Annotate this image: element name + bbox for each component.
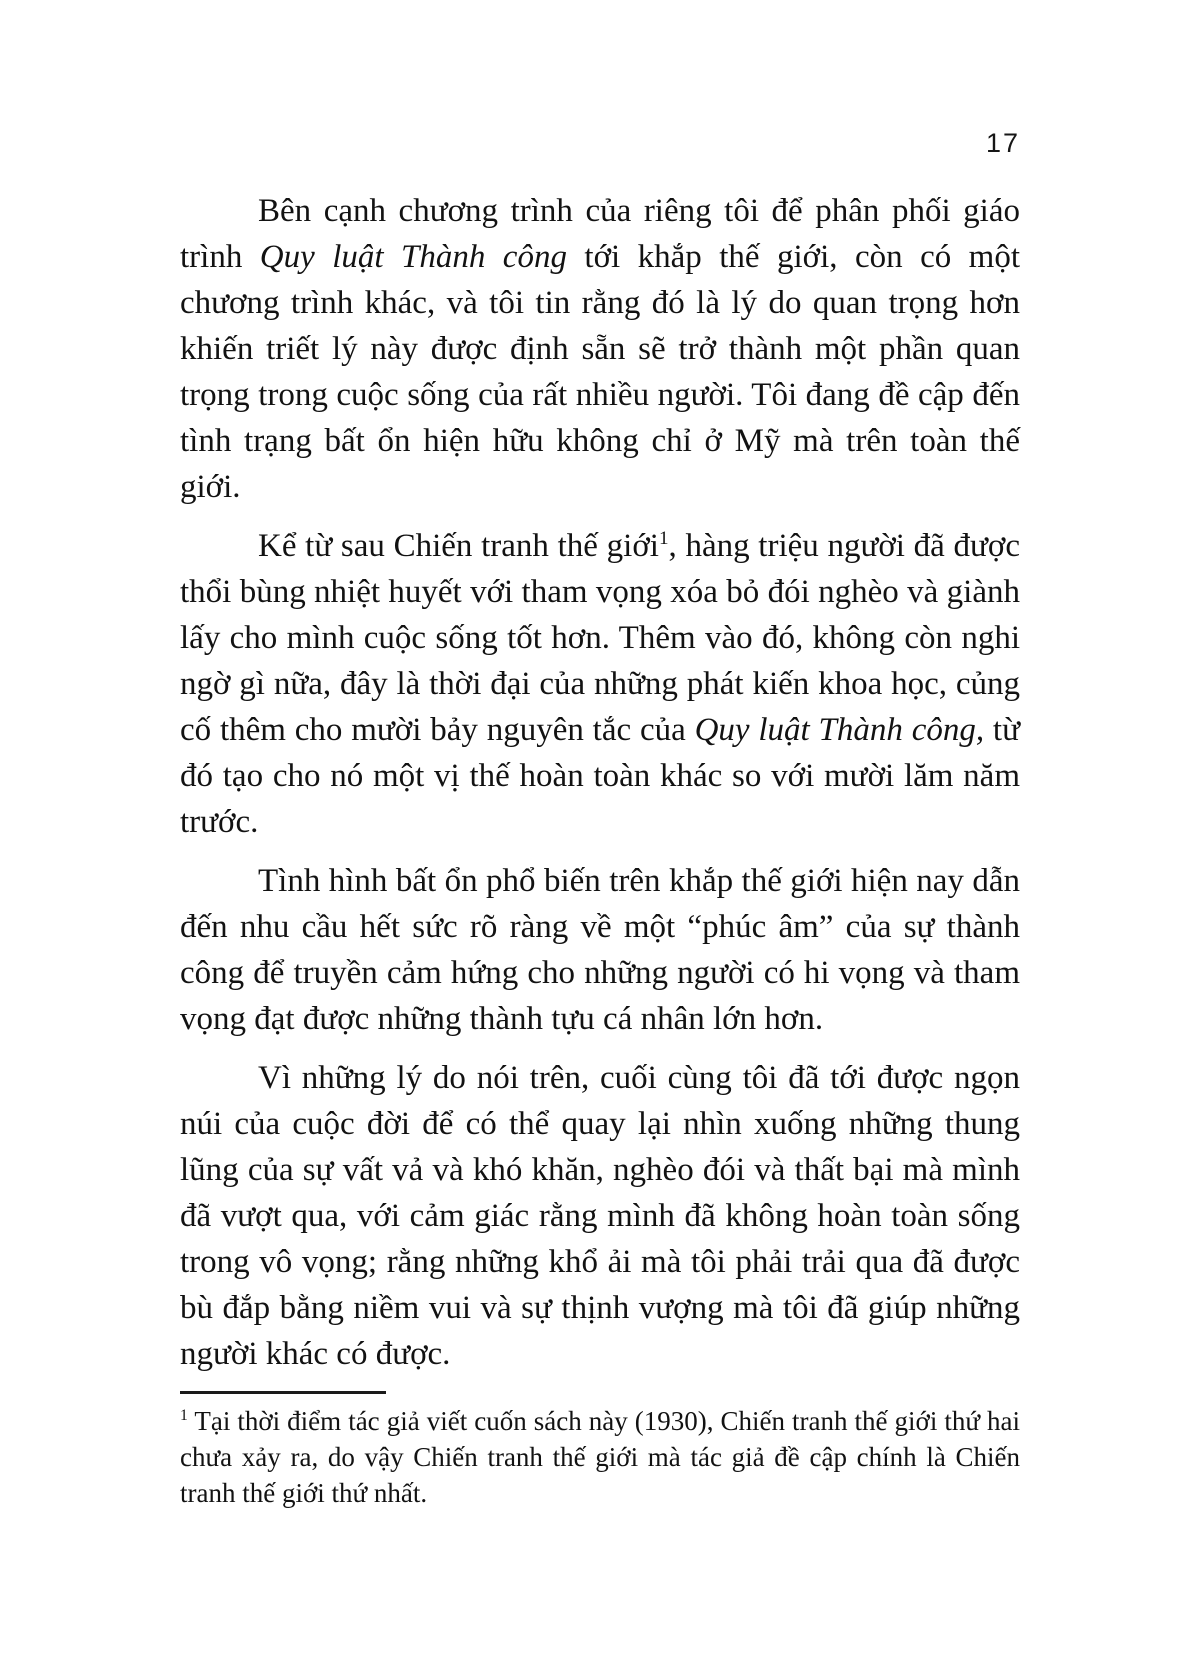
- footnote-rule: [180, 1391, 386, 1394]
- paragraph-1: [180, 188, 1020, 510]
- book-title-italic: Quy luật Thành công: [259, 239, 567, 275]
- paragraph-4-text: Vì những lý do nói trên, cuối cùng tôi đã tới được ngọn núi của cuộc đời để có thể quay lại nhìn xuống những thung lũng của sự vất vả và khó khăn, nghèo đói và thất bại mà mình đã vượt qua, với cảm giác rằng mình đã không hoàn toàn sống trong vô vọng; rằng những khổ ải mà tôi phải trải qua đã được bù đắp bằng niềm vui và sự thịnh vượng mà tôi đã giúp những người khác có được.: [180, 1060, 1020, 1372]
- paragraph-3-text: Tình hình bất ổn phổ biến trên khắp thế giới hiện nay dẫn đến nhu cầu hết sức rõ ràng về một “phúc âm” của sự thành công để truyền cảm hứng cho những người có hi vọng và tham vọng đạt được những thành tựu cá nhân lớn hơn.: [180, 863, 1020, 1037]
- book-title-italic: Quy luật Thành công,: [694, 712, 985, 748]
- footnote-text: [180, 1403, 1020, 1511]
- paragraph-2-text-a: Kể từ sau Chiến tranh thế giới: [258, 528, 659, 564]
- footnote-marker: 1: [180, 1407, 188, 1424]
- footnote-reference: 1: [658, 528, 669, 549]
- footnote: [180, 1391, 1020, 1511]
- paragraph-1-text-a: Bên cạnh chương trình của riêng tôi để phân phối giáo trình: [180, 193, 1020, 275]
- paragraph-4: [180, 1055, 1020, 1377]
- paragraph-2: [180, 523, 1020, 845]
- paragraph-1-text-b: tới khắp thế giới, còn có một chương trình khác, và tôi tin rằng đó là lý do quan trọng hơn khiến triết lý này được định sẵn sẽ trở thành một phần quan trọng trong cuộc sống của rất nhiều người. Tôi đang đề cập đến tình trạng bất ổn hiện hữu không chỉ ở Mỹ mà trên toàn thế giới.: [180, 239, 1021, 505]
- text-block: [180, 188, 1020, 1511]
- page-number: 17: [985, 128, 1020, 158]
- paragraph-3: [180, 858, 1020, 1042]
- paragraph-2-text-c: từ đó tạo cho nó một vị thế hoàn toàn khác so với mười lăm năm trước.: [180, 712, 1020, 840]
- paragraph-2-text-b: , hàng triệu người đã được thổi bùng nhiệt huyết với tham vọng xóa bỏ đói nghèo và giành lấy cho mình cuộc sống tốt hơn. Thêm vào đó, không còn nghi ngờ gì nữa, đây là thời đại của những phát kiến khoa học, củng cố thêm cho mười bảy nguyên tắc của: [180, 528, 1020, 748]
- footnote-body: Tại thời điểm tác giả viết cuốn sách này (1930), Chiến tranh thế giới thứ hai chưa xảy ra, do vậy Chiến tranh thế giới mà tác giả đề cập chính là Chiến tranh thế giới thứ nhất.: [180, 1406, 1020, 1508]
